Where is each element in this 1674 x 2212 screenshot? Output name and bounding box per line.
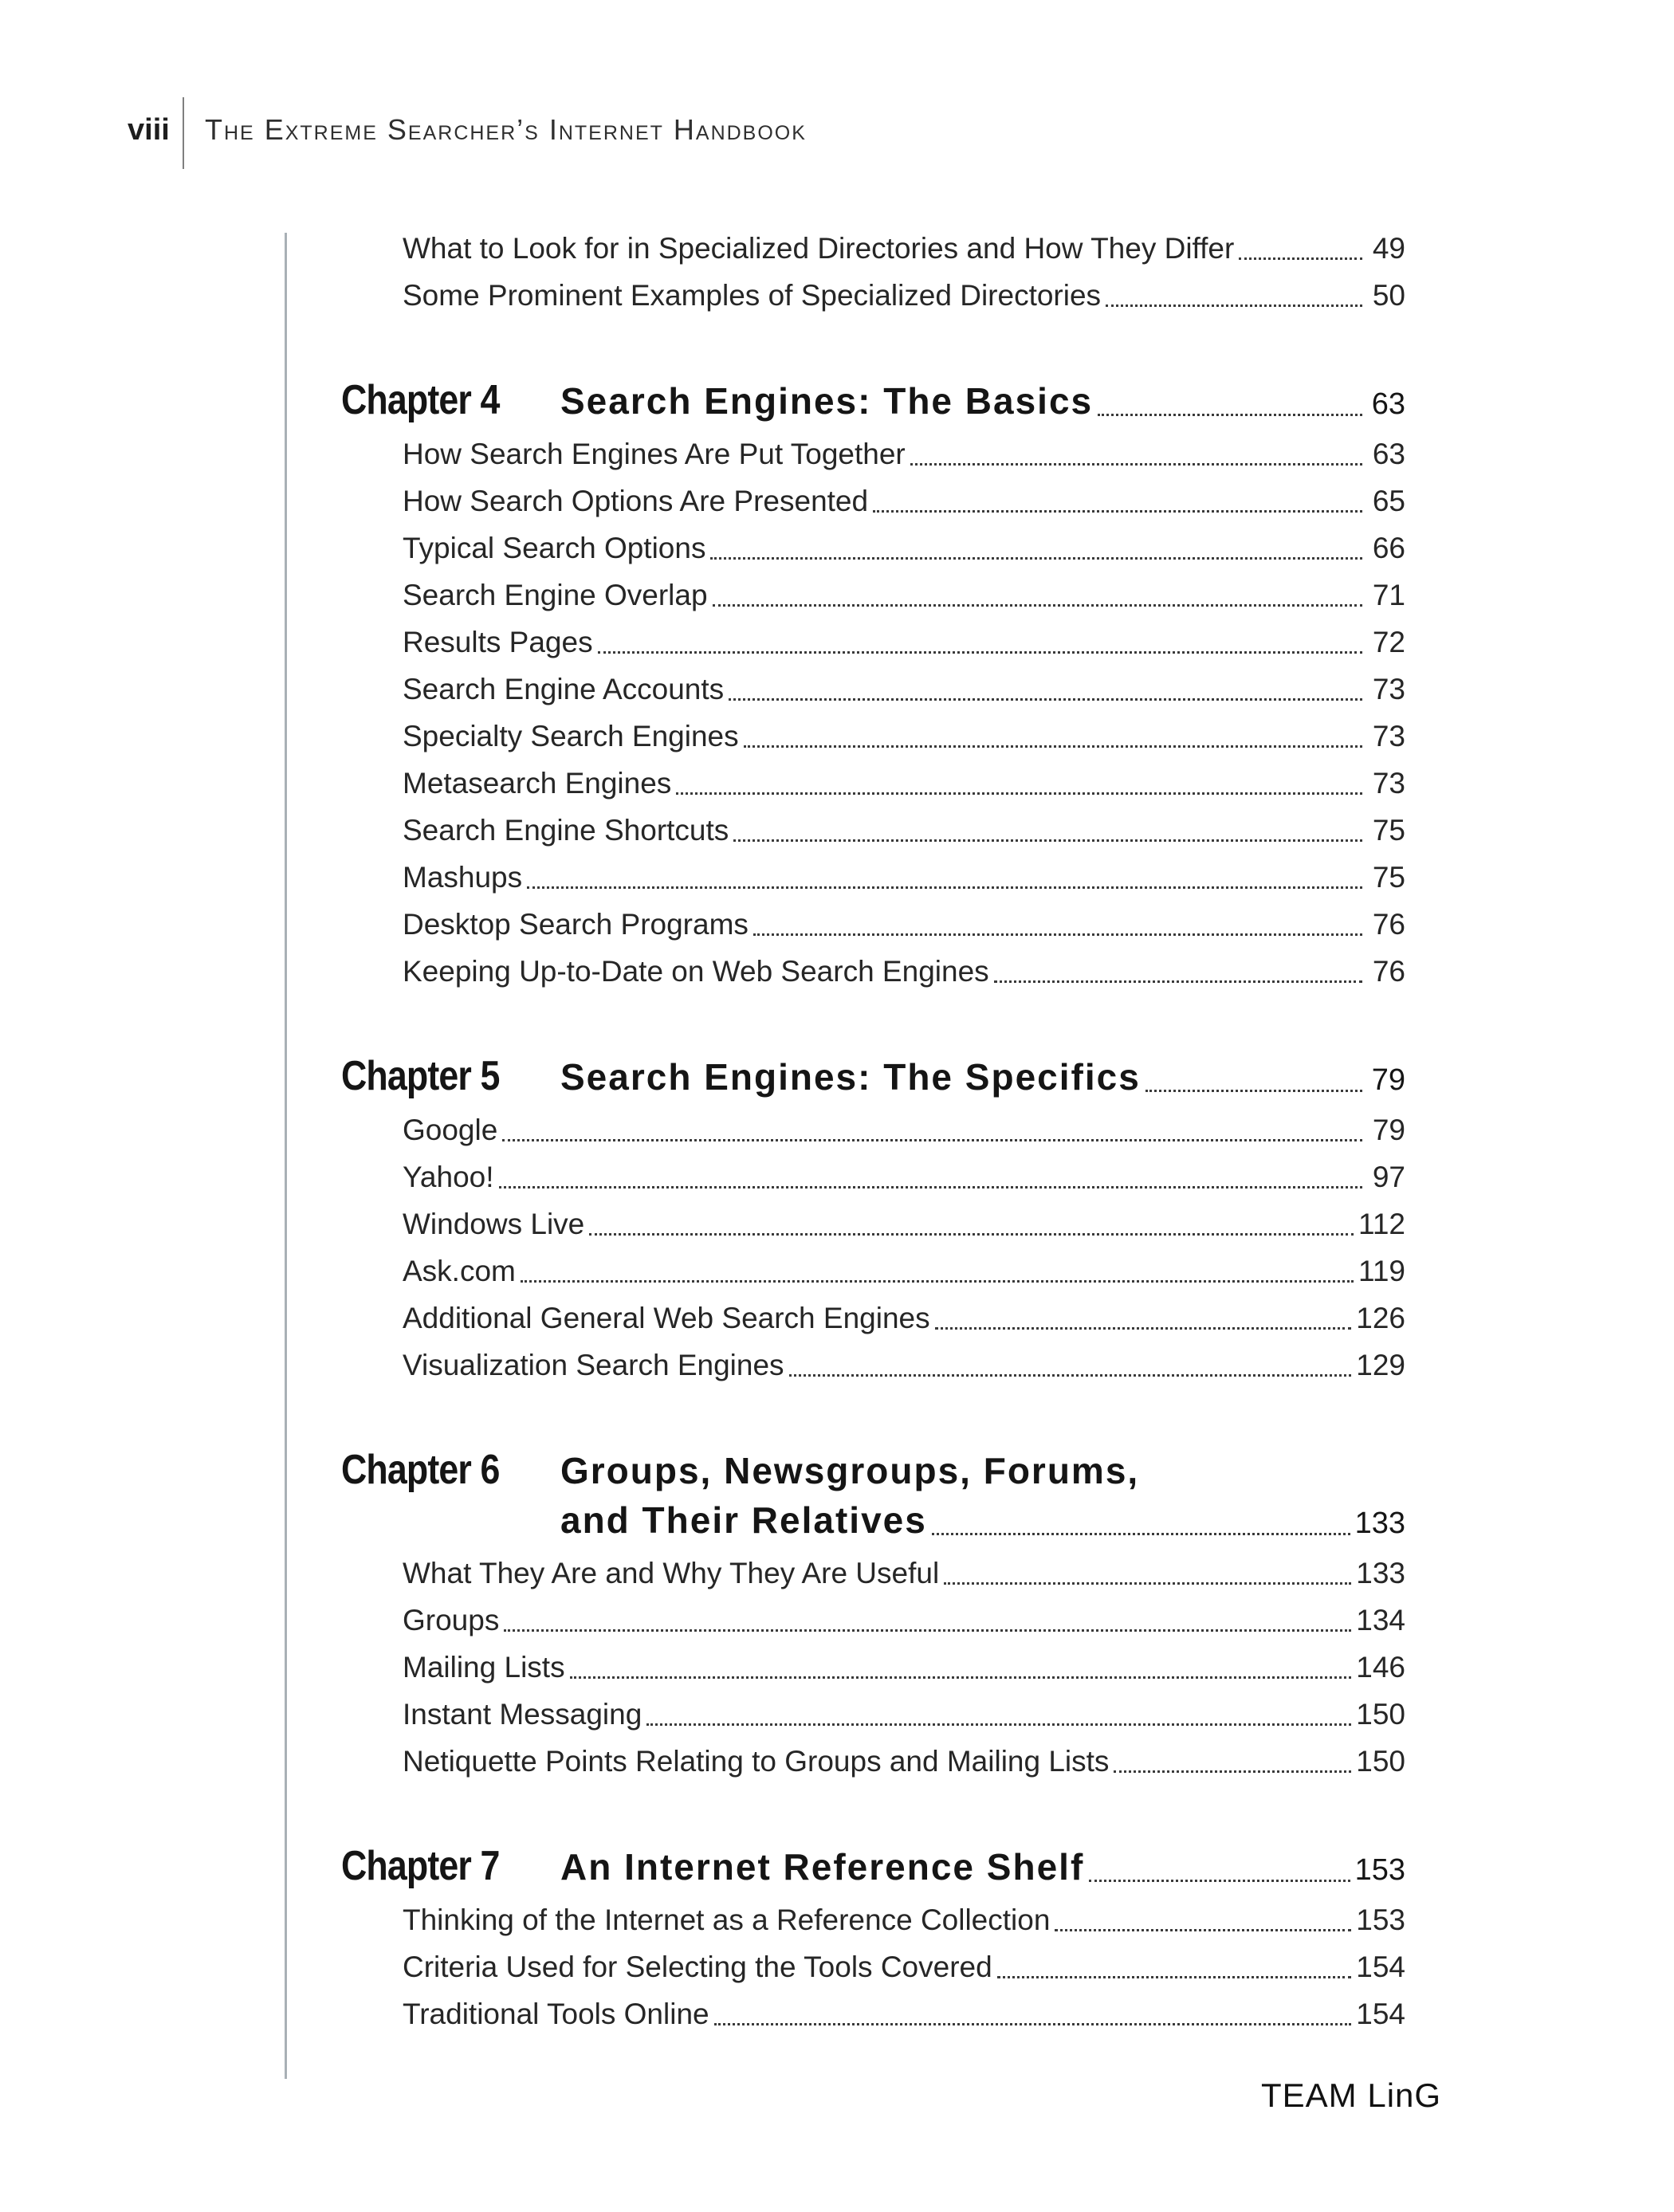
chapter-page: 153	[1354, 1853, 1405, 1887]
toc-entry-title: Instant Messaging	[403, 1698, 642, 1731]
toc-entry-title: Search Engine Accounts	[403, 673, 725, 705]
chapter-title-line	[560, 1052, 1405, 1105]
chapter-title-line	[560, 1446, 1405, 1495]
toc-entry-title: Typical Search Options	[403, 532, 706, 564]
toc-entry-page: 76	[1372, 908, 1405, 941]
toc-entry-page: 75	[1372, 861, 1405, 894]
chapter-title-block	[560, 376, 1405, 429]
table-of-contents	[341, 225, 1425, 2037]
chapter-title: Groups, Newsgroups, Forums,	[560, 1450, 1140, 1491]
toc-entry-title: Criteria Used for Selecting the Tools Covered	[403, 1951, 992, 1983]
dot-leader	[1114, 1767, 1351, 1773]
toc-entry-page: 71	[1372, 579, 1405, 611]
toc-entry-page: 73	[1372, 673, 1405, 705]
toc-entry-page: 50	[1372, 279, 1405, 312]
toc-entry-title: Keeping Up-to-Date on Web Search Engines	[403, 955, 989, 988]
chapter-label: Chapter 4	[341, 377, 500, 423]
toc-entry	[403, 1342, 1405, 1389]
chapter-title-block	[560, 1842, 1405, 1895]
toc-entry	[403, 1597, 1405, 1644]
chapter-title-block	[560, 1446, 1405, 1548]
chapter-heading	[341, 1444, 1405, 1548]
dot-leader	[646, 1720, 1351, 1726]
toc-entry	[403, 1990, 1405, 2037]
dot-leader	[598, 648, 1362, 654]
dot-leader	[527, 883, 1362, 889]
toc-entry-page: 133	[1356, 1557, 1405, 1589]
toc-entry	[403, 854, 1405, 901]
dot-leader	[504, 1626, 1351, 1632]
dot-leader	[714, 2020, 1352, 2025]
toc-entry	[403, 666, 1405, 713]
toc-entry-title: Windows Live	[403, 1208, 585, 1240]
toc-entry-title: Ask.com	[403, 1255, 516, 1287]
toc-entry	[403, 477, 1405, 525]
toc-entry	[403, 619, 1405, 666]
toc-entry	[403, 525, 1405, 572]
toc-entry-page: 63	[1372, 438, 1405, 470]
page-number: viii	[128, 113, 170, 147]
toc-entry	[403, 1200, 1405, 1247]
chapter-title: An Internet Reference Shelf	[560, 1846, 1085, 1888]
dot-leader	[744, 742, 1362, 748]
chapter-heading	[341, 1051, 1405, 1105]
toc-entry	[403, 572, 1405, 619]
toc-entry-title: Specialty Search Engines	[403, 720, 739, 752]
toc-entry	[403, 1691, 1405, 1738]
toc-entry-page: 79	[1372, 1114, 1405, 1146]
toc-entry-page: 153	[1356, 1904, 1405, 1936]
toc-entry-title: Results Pages	[403, 626, 593, 658]
toc-entry-title: Visualization Search Engines	[403, 1349, 784, 1381]
toc-entry	[403, 430, 1405, 477]
team-ling-watermark: TEAM LinG	[1261, 2076, 1442, 2114]
toc-entry-page: 154	[1356, 1951, 1405, 1983]
toc-entry-title: Search Engine Shortcuts	[403, 814, 729, 847]
margin-rule	[285, 233, 287, 2079]
toc-entry-page: 119	[1358, 1255, 1405, 1287]
toc-entry-title: Thinking of the Internet as a Reference Collection	[403, 1904, 1051, 1936]
toc-entry-title: Mashups	[403, 861, 523, 894]
toc-entry-title: Groups	[403, 1604, 500, 1636]
dot-leader	[789, 1371, 1352, 1377]
toc-entry	[403, 948, 1405, 995]
chapter-title: Search Engines: The Specifics	[560, 1056, 1141, 1098]
toc-entry	[403, 1896, 1405, 1943]
dot-leader	[753, 930, 1362, 936]
toc-entry-page: 112	[1358, 1208, 1405, 1240]
page-header	[0, 0, 1674, 175]
toc-entry	[403, 760, 1405, 807]
dot-leader	[910, 460, 1362, 466]
chapter-heading	[341, 1841, 1405, 1895]
dot-leader	[676, 789, 1362, 795]
toc-entry-page: 76	[1372, 955, 1405, 988]
dot-leader	[499, 1183, 1362, 1189]
dot-leader	[873, 507, 1362, 513]
dot-leader	[570, 1673, 1352, 1679]
toc-entry-page: 73	[1372, 720, 1405, 752]
chapter-title-line	[560, 376, 1405, 429]
chapter-title-block	[560, 1052, 1405, 1105]
dot-leader	[1106, 301, 1362, 307]
toc-entry-page: 150	[1356, 1745, 1405, 1778]
dot-leader	[713, 601, 1362, 607]
toc-entry	[403, 1550, 1405, 1597]
toc-entry-title: Mailing Lists	[403, 1651, 565, 1684]
toc-entry-page: 65	[1372, 485, 1405, 517]
toc-entry-title: How Search Options Are Presented	[403, 485, 869, 517]
chapter-title-line	[560, 1495, 1405, 1548]
dot-leader	[1089, 1876, 1350, 1882]
dot-leader	[932, 1530, 1350, 1535]
dot-leader	[589, 1230, 1354, 1236]
dot-leader	[935, 1324, 1352, 1330]
dot-leader	[944, 1579, 1351, 1585]
toc-entry-title: Netiquette Points Relating to Groups and Mailing Lists	[403, 1745, 1110, 1778]
toc-entry-title: How Search Engines Are Put Together	[403, 438, 906, 470]
chapter-label: Chapter 7	[341, 1843, 500, 1889]
dot-leader	[997, 1973, 1352, 1978]
toc-entry-title: Search Engine Overlap	[403, 579, 708, 611]
chapter-title-line	[560, 1842, 1405, 1895]
dot-leader	[1145, 1086, 1362, 1092]
toc-entry-title: Metasearch Engines	[403, 767, 672, 800]
toc-entry-page: 129	[1356, 1349, 1405, 1381]
toc-entry	[403, 225, 1405, 272]
dot-leader	[1239, 254, 1362, 260]
toc-entry	[403, 272, 1405, 319]
toc-entry-page: 97	[1372, 1161, 1405, 1193]
toc-entry-page: 66	[1372, 532, 1405, 564]
dot-leader	[994, 977, 1362, 983]
chapter-label: Chapter 5	[341, 1053, 500, 1099]
toc-entry-page: 146	[1356, 1651, 1405, 1684]
toc-entry-title: Traditional Tools Online	[403, 1998, 709, 2030]
toc-entry-page: 154	[1356, 1998, 1405, 2030]
toc-entry	[403, 1295, 1405, 1342]
chapter-label: Chapter 6	[341, 1447, 500, 1493]
toc-entry-page: 126	[1356, 1302, 1405, 1334]
toc-entry-title: What to Look for in Specialized Directories and How They Differ	[403, 232, 1235, 265]
chapter-heading	[341, 375, 1405, 429]
toc-entry-title: Yahoo!	[403, 1161, 494, 1193]
chapter-page: 79	[1371, 1063, 1405, 1097]
toc-entry-title: What They Are and Why They Are Useful	[403, 1557, 940, 1589]
toc-entry	[403, 807, 1405, 854]
toc-entry	[403, 1106, 1405, 1153]
toc-entry-title: Desktop Search Programs	[403, 908, 749, 941]
chapter-page: 63	[1371, 387, 1405, 421]
toc-entry-title: Google	[403, 1114, 498, 1146]
running-title: The Extreme Searcher’s Internet Handbook	[205, 113, 807, 146]
toc-entry	[403, 1738, 1405, 1785]
dot-leader	[502, 1136, 1362, 1141]
toc-entry	[403, 901, 1405, 948]
toc-entry-page: 72	[1372, 626, 1405, 658]
toc-entry	[403, 1153, 1405, 1200]
toc-entry-title: Additional General Web Search Engines	[403, 1302, 930, 1334]
toc-entry-page: 75	[1372, 814, 1405, 847]
toc-entry	[403, 713, 1405, 760]
dot-leader	[710, 554, 1362, 560]
toc-entry	[403, 1247, 1405, 1295]
dot-leader	[733, 836, 1362, 842]
toc-entry	[403, 1943, 1405, 1990]
toc-entry-page: 73	[1372, 767, 1405, 800]
toc-entry	[403, 1644, 1405, 1691]
toc-entry-page: 134	[1356, 1604, 1405, 1636]
continued-entries	[341, 225, 1425, 319]
chapter-page: 133	[1354, 1507, 1405, 1540]
dot-leader	[521, 1277, 1354, 1283]
toc-entry-page: 49	[1372, 232, 1405, 265]
toc-entry-page: 150	[1356, 1698, 1405, 1731]
chapter-title: and Their Relatives	[560, 1499, 927, 1541]
chapter-title: Search Engines: The Basics	[560, 380, 1094, 422]
dot-leader	[1055, 1926, 1351, 1931]
header-divider	[183, 97, 184, 169]
dot-leader	[1098, 411, 1362, 416]
chapter-list	[341, 375, 1425, 2037]
dot-leader	[729, 695, 1362, 701]
toc-entry-title: Some Prominent Examples of Specialized Directories	[403, 279, 1102, 312]
